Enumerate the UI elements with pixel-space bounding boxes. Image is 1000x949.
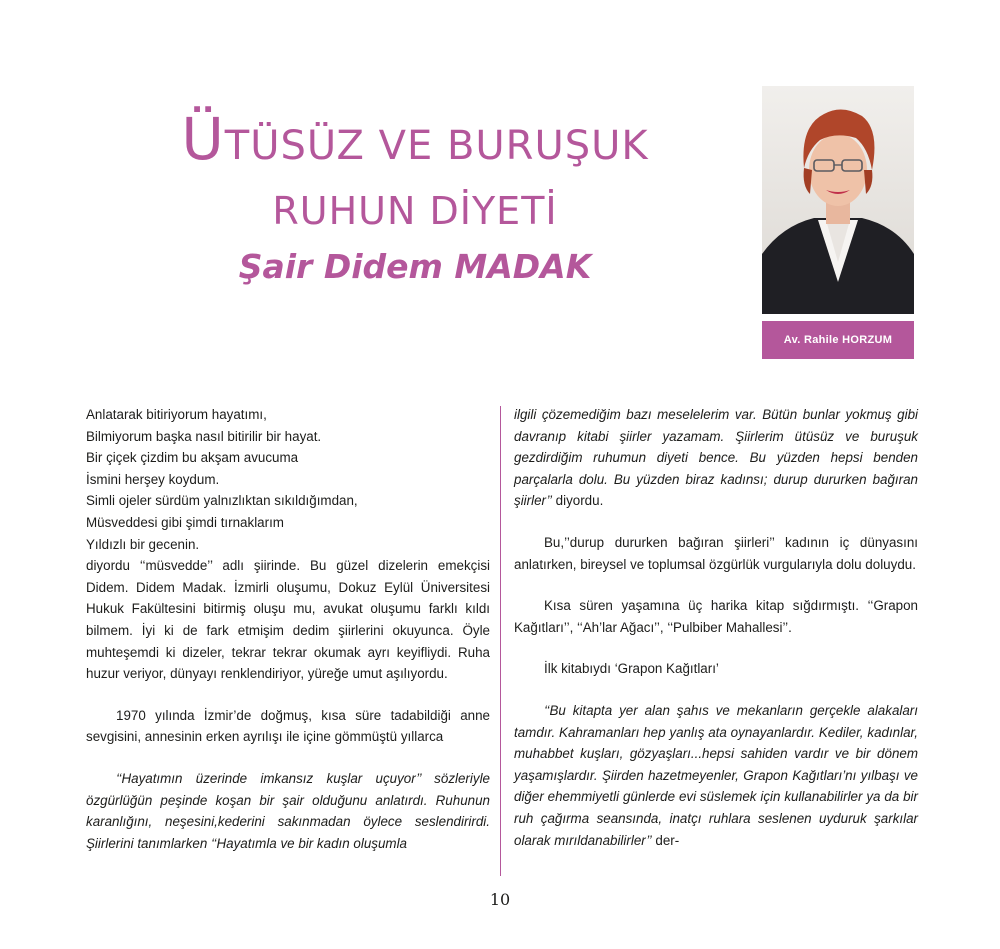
quote-text: ‘‘Hayatımın üzerinde imkansız kuşlar uçuyor’’ sözleriyle özgürlüğün peşinde koşan bir şair olduğunu anlatırdı. Ruhunun karanlığını, neşesini,kederini sakınmadan öylece seslendirirdi. Şiirlerini tanımlarken ‘‘Hayatımla ve bir kadın oluşumla (86, 770, 490, 851)
body-paragraph (514, 700, 918, 851)
body-paragraph: Bu,’’durup dururken bağıran şiirleri’’ kadının iç dünyasını anlatırken, bireysel ve toplumsal özgürlük vurgularıyla dolu doluydu. (514, 534, 918, 572)
poem-line: İsmini herşey koydum. (86, 471, 220, 487)
quote-text: ilgili çözemediğim bazı meselelerim var. Bütün bunlar yokmuş gibi davranıp kitabi şiirler yazamam. Şiirlerim ütüsüz ve buruşuk gezdirdiğim ruhumun diyeti bence. Bu yüzden hepsi benden parçalarla dolu. Bu yüzden biraz kadınsı; durup dururken bağıran şiirler’’ (514, 407, 918, 509)
author-name-tag: Av. Rahile HORZUM (762, 321, 914, 359)
body-paragraph: 1970 yılında İzmir’de doğmuş, kısa süre tadabildiği anne sevgisini, annesinin erken ayrılışı ile içine gömmüştü yıllarca (86, 707, 490, 745)
article-subtitle: Şair Didem MADAK (238, 247, 592, 286)
paragraph-tail: diyordu. (551, 493, 604, 509)
article-title (100, 105, 730, 286)
poem-line: Müsveddesi gibi şimdi tırnaklarım (86, 514, 284, 530)
poem-excerpt (86, 404, 490, 555)
poem-line: Bir çiçek çizdim bu akşam avucuma (86, 450, 299, 466)
body-paragraph: İlk kitabıydı ‘Grapon Kağıtları’ (544, 661, 719, 677)
body-paragraph: Kısa süren yaşamına üç harika kitap sığdırmıştı. ‘‘Grapon Kağıtları’’, ‘‘Ah’lar Ağacı’’, ‘‘Pulbiber Mahallesi’’. (514, 598, 918, 635)
poem-line: Bilmiyorum başka nasıl bitirilir bir hayat. (86, 428, 322, 444)
paragraph-tail: der- (651, 832, 680, 848)
author-portrait-image (762, 86, 914, 314)
author-photo (762, 86, 914, 314)
poem-line: Yıldızlı bir gecenin. (86, 536, 200, 552)
title-line-2: RUHUN DİYETİ (272, 189, 558, 233)
left-column (86, 404, 490, 854)
title-line-1 (100, 105, 730, 173)
poem-line: Simli ojeler sürdüm yalnızlıktan sıkıldığımdan, (86, 493, 358, 509)
poem-line: Anlatarak bitiriyorum hayatımı, (86, 407, 267, 422)
column-divider (500, 406, 501, 876)
quote-text: ‘‘Bu kitapta yer alan şahıs ve mekanların gerçekle alakaları tamdır. Kahramanları hep yanlış ata oynayanlardır. Kediler, kadınlar, muhabbet kuşları, gözyaşları...hepsi sahiden vardır ve bir dönem yaşamışlardır. Şiirden hazetmeyenler, Grapon Kağıtları’nı yılbaşı ve diğer ehemmiyetli günlerde evi süslemek için kullanabilirler ya da bir ruh çağırma seansında, inatçı ruhlara seslenen uyduruk şarkılar olarak mırıldanabilirler’’ (514, 702, 918, 848)
body-paragraph (86, 768, 490, 854)
title-line-1-text: TÜSÜZ VE BURUŞUK (224, 123, 649, 169)
page-number: 10 (489, 890, 511, 909)
title-initial: Ü (181, 105, 225, 173)
body-paragraph (514, 404, 918, 512)
body-paragraph: diyordu ‘‘müsvedde’’ adlı şiirinde. Bu güzel dizelerin emekçisi Didem. Didem Madak. İzmirli oluşumu, Dokuz Eylül Üniversitesi Hukuk Fakültesini bitirmiş oluşu mu, avukat oluşumu farklı kıldı bilmem. İyi ki de fark etmişim dedim şiirlerini okuyunca. Öyle muhteşemdi ki dizeler, tekrar tekrar okumak ayrı keyifliydi. Ruha huzur veriyor, dünyayı renklendiriyor, yüreğe umut aşılıyordu. (86, 558, 490, 682)
right-column (514, 404, 918, 851)
